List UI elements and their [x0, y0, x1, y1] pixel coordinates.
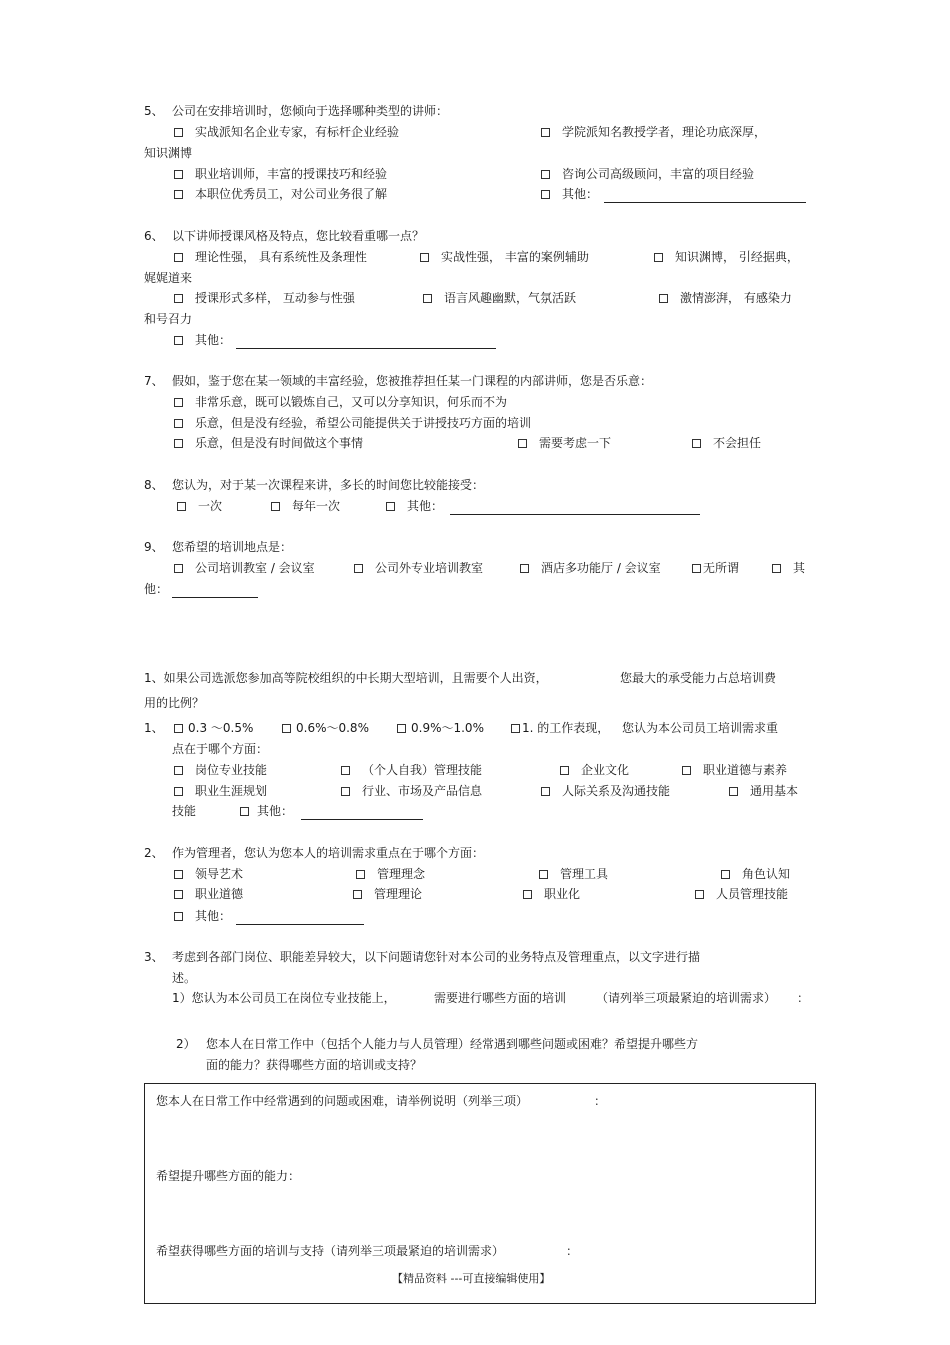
s2-q1-option-a[interactable]: 0.3 ～0.5%	[174, 722, 253, 734]
q5-option-trainer[interactable]: 职业培训师，丰富的授课技巧和经验	[174, 168, 387, 180]
checkbox[interactable]	[541, 190, 550, 199]
checkbox[interactable]	[518, 439, 527, 448]
q8-other-input-line[interactable]	[450, 514, 700, 515]
checkbox[interactable]	[523, 890, 532, 899]
q7-question: 假如，鉴于您在某一领域的丰富经验，您被推荐担任某一门课程的内部讲师，您是否乐意：	[172, 374, 653, 388]
s2-q3-sub1-colon: ：	[797, 991, 810, 1005]
q8-option-yearly[interactable]: 每年一次	[271, 500, 340, 512]
q9-option-any[interactable]: 无所谓	[692, 562, 739, 574]
s2-q3-sub2-number: 2）	[176, 1037, 196, 1051]
checkbox[interactable]	[520, 564, 529, 573]
q9-number: 9、	[144, 540, 164, 554]
checkbox[interactable]	[353, 890, 362, 899]
q6-option-knowledge[interactable]: 知识渊博， 引经据典，	[654, 251, 799, 263]
checkbox[interactable]	[177, 502, 186, 511]
q5-question: 公司在安排培训时，您倾向于选择哪种类型的讲师：	[172, 104, 449, 118]
s2-q1-option-c[interactable]: 0.9%～1.0%	[397, 722, 484, 734]
answer-box[interactable]	[144, 1083, 816, 1304]
s2-q1-item-industry[interactable]: 行业、市场及产品信息	[341, 785, 482, 797]
checkbox[interactable]	[692, 564, 701, 573]
q9-option-other[interactable]: 其	[772, 562, 805, 574]
checkbox[interactable]	[240, 807, 249, 816]
q7-option-willing-no-time[interactable]: 乐意，但是没有时间做这个事情	[174, 437, 363, 449]
q5-option-expert[interactable]: 实战派知名企业专家，有标杆企业经验	[174, 126, 399, 138]
s2-q3-sub2-question: 您本人在日常工作中（包括个人能力与人员管理）经常遇到哪些问题或困难？希望提升哪些方	[206, 1037, 699, 1051]
footer-note: 【精品资料 ---可直接编辑使用】	[392, 1272, 551, 1285]
answer-box-training-colon: ：	[566, 1244, 579, 1258]
checkbox[interactable]	[354, 564, 363, 573]
checkbox[interactable]	[560, 766, 569, 775]
q6-number: 6、	[144, 229, 164, 243]
s2-q3-sub2-question-cont: 面的能力？获得哪些方面的培训或支持？	[206, 1058, 423, 1072]
checkbox[interactable]	[772, 564, 781, 573]
s2-q2-item-tools[interactable]: 管理工具	[539, 868, 608, 880]
s2-q1-question-tail: 您认为本公司员工培训需求重	[622, 721, 779, 735]
checkbox[interactable]	[174, 564, 183, 573]
answer-box-abilities-label: 希望提升哪些方面的能力：	[156, 1169, 301, 1183]
checkbox[interactable]	[356, 870, 365, 879]
q7-option-willing-no-experience[interactable]: 乐意，但是没有经验，希望公司能提供关于讲授技巧方面的培训	[174, 417, 531, 429]
s2-q3-question: 考虑到各部门岗位、职能差异较大，以下问题请您针对本公司的业务特点及管理重点，以文字进行描	[172, 950, 701, 964]
q6-option-humor[interactable]: 语言风趣幽默，气氛活跃	[423, 292, 576, 304]
checkbox[interactable]	[420, 253, 429, 262]
q5-number: 5、	[144, 104, 164, 118]
checkbox[interactable]	[539, 870, 548, 879]
q6-option-interactive[interactable]: 授课形式多样， 互动参与性强	[174, 292, 355, 304]
q7-option-very-willing[interactable]: 非常乐意，既可以锻炼自己，又可以分享知识，何乐而不为	[174, 396, 507, 408]
checkbox[interactable]	[174, 912, 183, 921]
s2-q1-item-other[interactable]: 其他：	[240, 805, 293, 817]
s2-q1-item-culture[interactable]: 企业文化	[560, 764, 629, 776]
checkbox[interactable]	[174, 724, 183, 733]
s2-q1-item-general[interactable]: 通用基本	[729, 785, 798, 797]
checkbox[interactable]	[729, 787, 738, 796]
q8-question: 您认为，对于某一次课程来讲，多长的时间您比较能接受：	[172, 478, 485, 492]
s2-q1-question-cont: 点在于哪个方面：	[172, 742, 269, 756]
s2-q1-number: 1、	[144, 721, 164, 735]
checkbox[interactable]	[721, 870, 730, 879]
s2-q2-item-concept[interactable]: 管理理念	[356, 868, 425, 880]
s2-q1-item-general-cont: 技能	[172, 804, 197, 818]
s2-q2-question: 作为管理者，您认为您本人的培训需求重点在于哪个方面：	[172, 846, 485, 860]
checkbox[interactable]	[174, 439, 183, 448]
checkbox[interactable]	[682, 766, 691, 775]
q7-option-consider[interactable]: 需要考虑一下	[518, 437, 611, 449]
q9-other-input-line[interactable]	[172, 597, 258, 598]
s2-q3-question-cont: 述。	[172, 971, 197, 985]
q8-number: 8、	[144, 478, 164, 492]
q8-option-once[interactable]: 一次	[177, 500, 222, 512]
s2-q1-other-input-line[interactable]	[301, 819, 423, 820]
s2-q1-option-b[interactable]: 0.6%～0.8%	[282, 722, 369, 734]
q6-option-other[interactable]: 其他：	[174, 334, 231, 346]
checkbox[interactable]	[654, 253, 663, 262]
q7-option-decline[interactable]: 不会担任	[692, 437, 761, 449]
checkbox[interactable]	[692, 439, 701, 448]
q6-option-passion-cont: 和号召力	[144, 312, 193, 326]
q6-option-practical[interactable]: 实战性强， 丰富的案例辅助	[420, 251, 589, 263]
q5-option-employee[interactable]: 本职位优秀员工，对公司业务很了解	[174, 188, 387, 200]
checkbox[interactable]	[341, 766, 350, 775]
checkbox[interactable]	[659, 294, 668, 303]
q5-option-academic-cont: 知识渊博	[144, 146, 193, 160]
s2-q1-item-communication[interactable]: 人际关系及沟通技能	[541, 785, 670, 797]
checkbox[interactable]	[695, 890, 704, 899]
answer-box-problems-colon: ：	[594, 1094, 607, 1108]
s2-intro-line1a: 1、如果公司选派您参加高等院校组织的中长期大型培训，且需要个人出资，	[144, 671, 548, 685]
checkbox[interactable]	[341, 787, 350, 796]
q8-option-other[interactable]: 其他：	[386, 500, 443, 512]
s2-q2-number: 2、	[144, 846, 164, 860]
checkbox[interactable]	[541, 787, 550, 796]
checkbox[interactable]	[174, 787, 183, 796]
checkbox[interactable]	[174, 870, 183, 879]
q5-other-input-line[interactable]	[604, 202, 806, 203]
checkbox[interactable]	[174, 766, 183, 775]
s2-q1-item-career[interactable]: 职业生涯规划	[174, 785, 267, 797]
s2-q1-item-self-management[interactable]: （个人自我）管理技能	[341, 764, 482, 776]
checkbox[interactable]	[174, 398, 183, 407]
answer-box-training-label: 希望获得哪些方面的培训与支持（请列举三项最紧迫的培训需求）	[156, 1244, 505, 1258]
s2-intro-line2: 用的比例？	[144, 696, 205, 710]
s2-q3-number: 3、	[144, 950, 164, 964]
s2-q2-item-professionalism[interactable]: 职业化	[523, 888, 580, 900]
q6-option-passion[interactable]: 激情澎湃， 有感染力	[659, 292, 792, 304]
checkbox[interactable]	[541, 170, 550, 179]
q6-other-input-line[interactable]	[236, 348, 496, 349]
checkbox[interactable]	[174, 336, 183, 345]
s2-q1-item-ethics[interactable]: 职业道德与素养	[682, 764, 787, 776]
checkbox[interactable]	[541, 128, 550, 137]
s2-q1-item-job-skill[interactable]: 岗位专业技能	[174, 764, 267, 776]
q9-option-other-cont: 他：	[144, 582, 169, 596]
answer-box-problems-label: 您本人在日常工作中经常遇到的问题或困难，请举例说明（列举三项）	[156, 1094, 529, 1108]
s2-q3-sub1-a: 1）您认为本公司员工在岗位专业技能上，	[172, 991, 396, 1005]
s2-q2-other-input-line[interactable]	[236, 924, 364, 925]
s2-q2-item-theory[interactable]: 管理理论	[353, 888, 422, 900]
q5-option-consultant[interactable]: 咨询公司高级顾问，丰富的项目经验	[541, 168, 754, 180]
s2-q3-sub1-c: （请列举三项最紧迫的培训需求）	[596, 991, 777, 1005]
checkbox[interactable]	[423, 294, 432, 303]
checkbox[interactable]	[174, 170, 183, 179]
checkbox[interactable]	[174, 253, 183, 262]
checkbox[interactable]	[511, 724, 520, 733]
checkbox[interactable]	[282, 724, 291, 733]
checkbox[interactable]	[174, 190, 183, 199]
s2-intro-line1b: 您最大的承受能力占总培训费	[620, 671, 777, 685]
q9-option-hotel[interactable]: 酒店多功能厅 / 会议室	[520, 562, 661, 574]
checkbox[interactable]	[174, 890, 183, 899]
checkbox[interactable]	[271, 502, 280, 511]
s2-q1-option-d[interactable]: 1. 的工作表现，	[511, 722, 609, 734]
q5-option-academic[interactable]: 学院派知名教授学者，理论功底深厚，	[541, 126, 766, 138]
checkbox[interactable]	[174, 419, 183, 428]
checkbox[interactable]	[174, 294, 183, 303]
checkbox[interactable]	[397, 724, 406, 733]
checkbox[interactable]	[174, 128, 183, 137]
s2-q2-item-ethics[interactable]: 职业道德	[174, 888, 243, 900]
s2-q2-item-other[interactable]: 其他：	[174, 910, 231, 922]
q7-number: 7、	[144, 374, 164, 388]
q6-option-theory[interactable]: 理论性强， 具有系统性及条理性	[174, 251, 367, 263]
s2-q3-sub1-b: 需要进行哪些方面的培训	[434, 991, 567, 1005]
s2-q2-item-role[interactable]: 角色认知	[721, 868, 790, 880]
q5-option-other[interactable]: 其他：	[541, 188, 598, 200]
q9-option-company-room[interactable]: 公司培训教室 / 会议室	[174, 562, 315, 574]
q6-option-knowledge-cont: 娓娓道来	[144, 271, 193, 285]
checkbox[interactable]	[386, 502, 395, 511]
s2-q2-item-leadership[interactable]: 领导艺术	[174, 868, 243, 880]
s2-q2-item-people-management[interactable]: 人员管理技能	[695, 888, 788, 900]
q6-question: 以下讲师授课风格及特点，您比较看重哪一点？	[172, 229, 425, 243]
q9-question: 您希望的培训地点是：	[172, 540, 293, 554]
q9-option-external-room[interactable]: 公司外专业培训教室	[354, 562, 483, 574]
